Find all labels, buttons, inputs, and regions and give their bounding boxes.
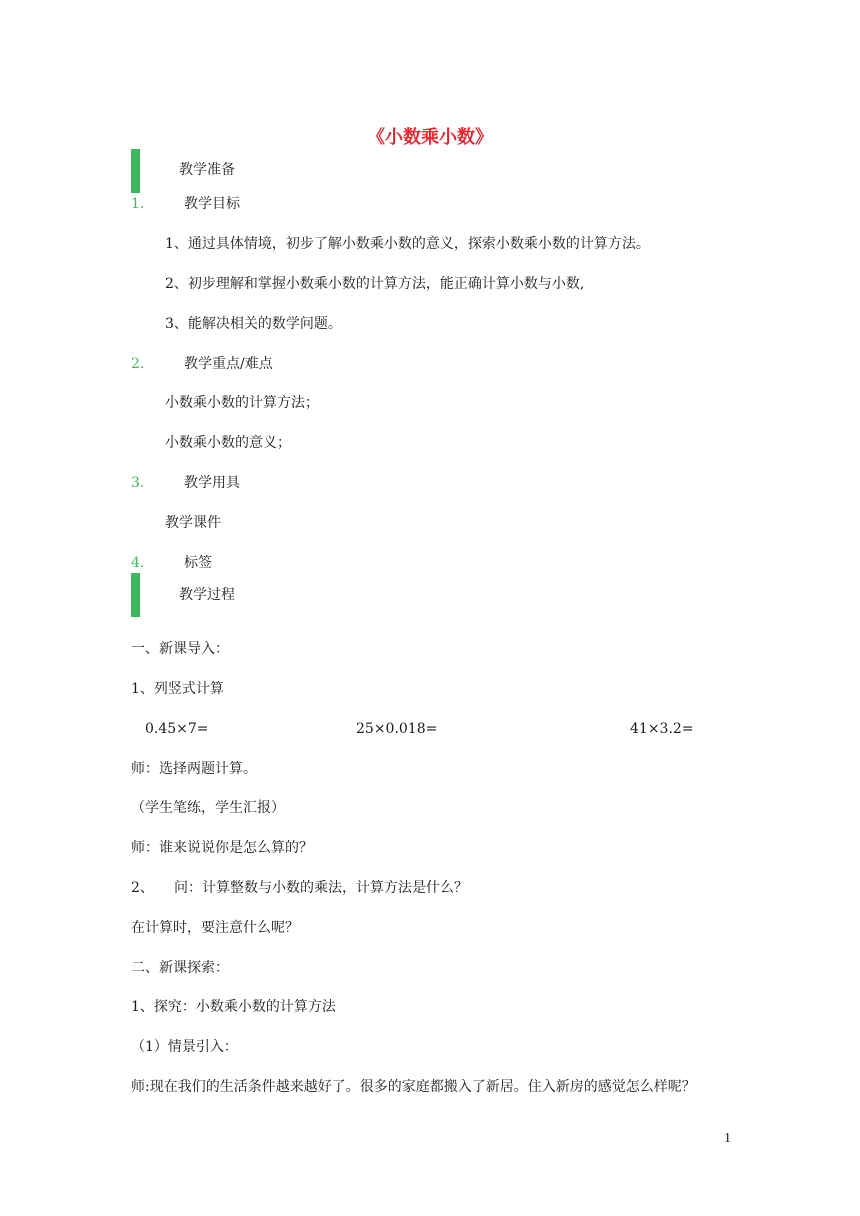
exercise: 41×3.2= (630, 721, 694, 737)
key-point-line: 小数乘小数的意义； (165, 435, 291, 451)
section-marker-bar (131, 573, 140, 617)
item-label: 教学重点/难点 (184, 356, 273, 372)
item-number: 3. (131, 475, 145, 491)
section-heading-process: 教学过程 (179, 587, 235, 603)
exercise: 25×0.018= (356, 721, 438, 737)
item-label: 教学目标 (184, 196, 240, 212)
paragraph: 二、新课探索： (131, 960, 229, 976)
paragraph: 师：谁来说说你是怎么算的？ (131, 840, 313, 856)
goal-line: 2、初步理解和掌握小数乘小数的计算方法，能正确计算小数与小数, (165, 276, 585, 292)
goal-line: 3、能解决相关的数学问题。 (165, 316, 342, 332)
item-number: 2. (131, 356, 145, 372)
goal-line: 1、通过具体情境，初步了解小数乘小数的意义，探索小数乘小数的计算方法。 (165, 236, 650, 252)
item-label: 标签 (184, 555, 212, 571)
page-number: 1 (724, 1131, 731, 1146)
paragraph: 一、新课导入： (131, 641, 229, 657)
question-number: 2、 (131, 880, 154, 896)
paragraph: 师:现在我们的生活条件越来越好了。很多的家庭都搬入了新居。住入新房的感觉怎么样呢？ (131, 1079, 696, 1095)
paragraph: （学生笔练，学生汇报） (131, 800, 285, 816)
item-number: 1. (131, 196, 145, 212)
paragraph: （1）情景引入： (131, 1039, 238, 1055)
paragraph: 师：选择两题计算。 (131, 761, 257, 777)
paragraph: 问：计算整数与小数的乘法，计算方法是什么？ (174, 880, 468, 896)
item-number: 4. (131, 555, 145, 571)
tools-line: 教学课件 (165, 515, 221, 531)
document-title: 《小数乘小数》 (367, 127, 493, 148)
section-heading-prep: 教学准备 (179, 162, 235, 178)
key-point-line: 小数乘小数的计算方法； (165, 395, 319, 411)
paragraph: 1、探究：小数乘小数的计算方法 (131, 999, 336, 1015)
paragraph: 1、列竖式计算 (131, 681, 224, 697)
exercise: 0.45×7= (145, 721, 209, 737)
paragraph: 在计算时，要注意什么呢？ (131, 920, 299, 936)
item-label: 教学用具 (184, 475, 240, 491)
section-marker-bar (131, 149, 140, 193)
